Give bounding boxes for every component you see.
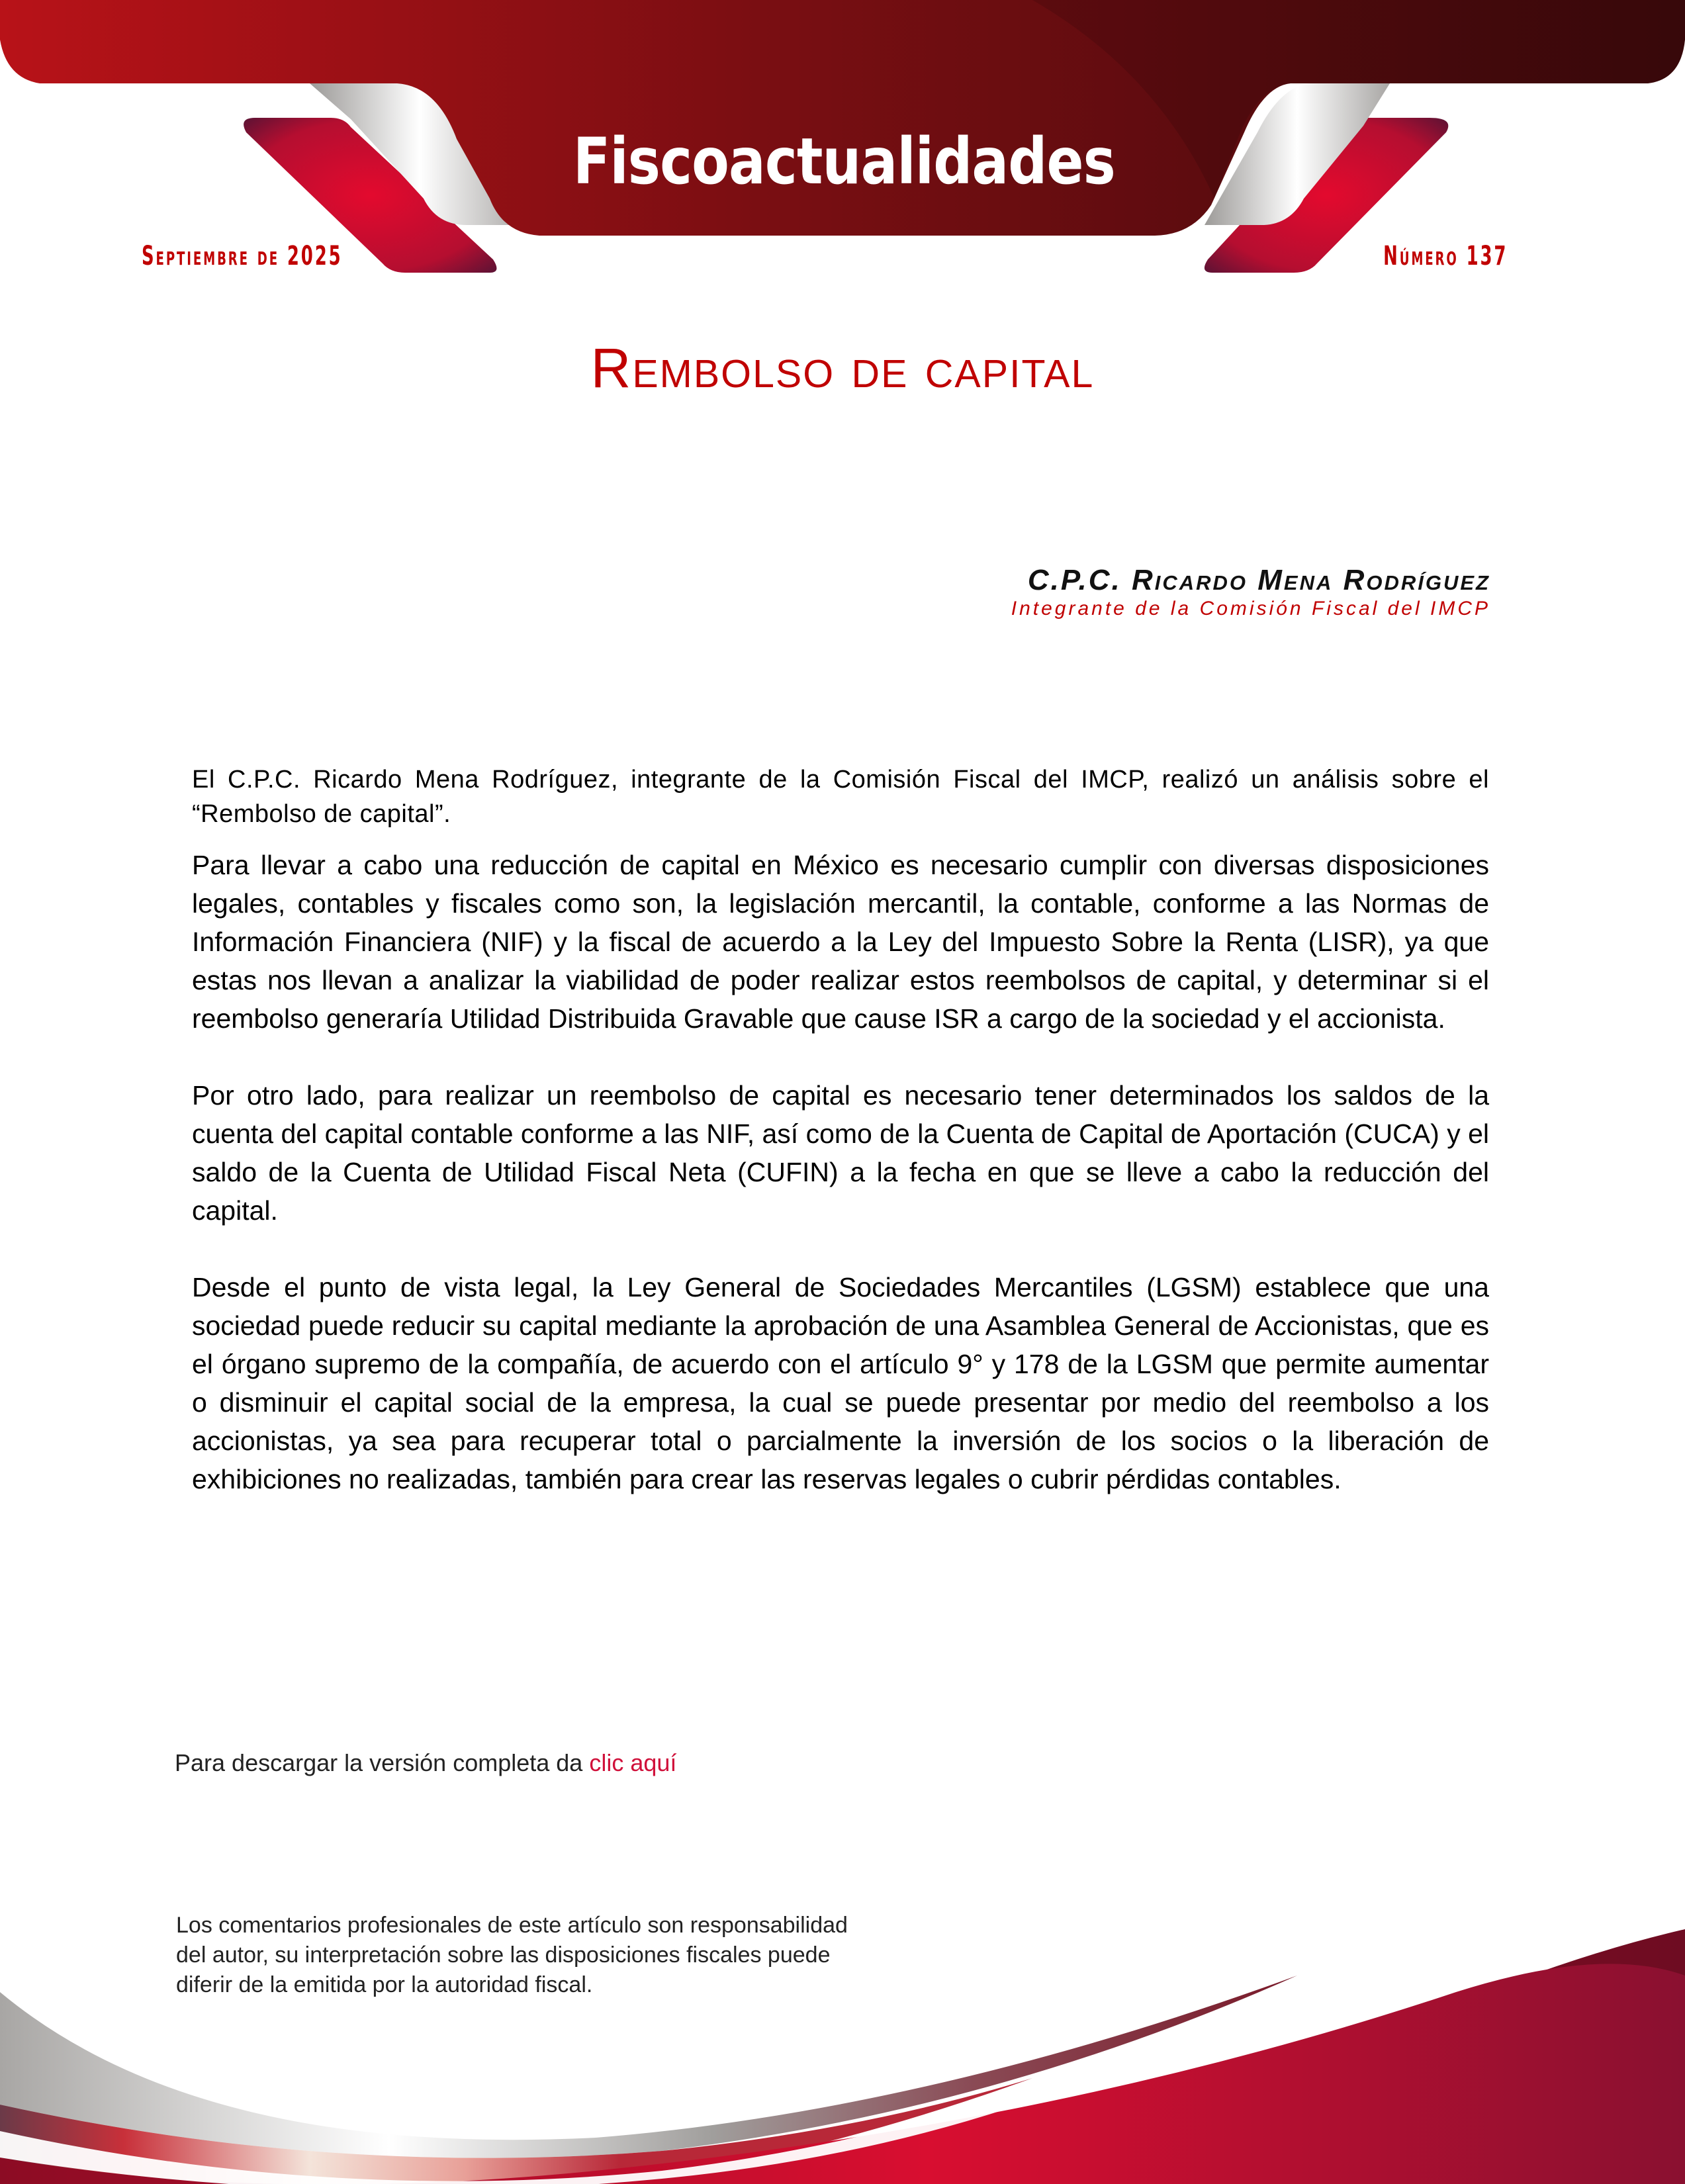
article-body	[192, 762, 1489, 1537]
disclaimer	[176, 1911, 970, 2000]
body-paragraph: Por otro lado, para realizar un reembolso de capital es necesario tener determinados los saldos de la cuenta del capital contable conforme a las NIF, así como de la Cuenta de Capital de Aportación (CUCA) y el saldo de la Cuenta de Utilidad Fiscal Neta (CUFIN) a la fecha en que se lleve a cabo la reducción del capital.	[192, 1080, 1489, 1226]
body-paragraph: Para llevar a cabo una reducción de capital en México es necesario cumplir con diversas disposiciones legales, contables y fiscales como son, la legislación mercantil, la contable, conforme a las Normas de Información Financiera (NIF) y la fiscal de acuerdo a la Ley del Impuesto Sobre la Renta (LISR), ya que estas nos llevan a analizar la viabilidad de poder realizar estos reembolsos de capital, y determinar si el reembolso generaría Utilidad Distribuida Gravable que cause ISR a cargo de la sociedad y el accionista.	[192, 850, 1489, 1034]
issue-number: Número 137	[1383, 241, 1508, 271]
author-role: Integrante de la Comisión Fiscal del IMCP	[1011, 598, 1490, 619]
disclaimer-line: Los comentarios profesionales de este artículo son responsabilidad	[176, 1913, 848, 1938]
disclaimer-line: del autor, su interpretación sobre las disposiciones fiscales puede	[176, 1942, 831, 1968]
author-block	[1011, 564, 1490, 621]
issue-date: Septiembre de 2025	[142, 241, 343, 271]
body-paragraph: Desde el punto de vista legal, la Ley General de Sociedades Mercantiles (LGSM) establece que una sociedad puede reducir su capital mediante la aprobación de una Asamblea General de Accionistas, que es el órgano supremo de la compañía, de acuerdo con el artículo 9° y 178 de la LGSM que permite aumentar o disminuir el capital social de la empresa, la cual se puede presentar por medio del reembolso a los accionistas, ya sea para recuperar total o parcialmente la inversión de los socios o la liberación de exhibiciones no realizadas, también para crear las reservas legales o cubrir pérdidas contables.	[192, 1272, 1489, 1494]
download-prefix: Para descargar la versión completa da	[175, 1749, 590, 1776]
intro-paragraph: El C.P.C. Ricardo Mena Rodríguez, integrante de la Comisión Fiscal del IMCP, realizó un análisis sobre el “Rembolso de capital”.	[192, 766, 1489, 828]
author-name: C.P.C. Ricardo Mena Rodríguez	[1027, 564, 1490, 596]
download-link[interactable]: clic aquí	[589, 1749, 677, 1776]
article-title: Rembolso de capital	[590, 337, 1095, 399]
publication-title: Fiscoactualidades	[572, 124, 1115, 199]
download-notice	[175, 1749, 676, 1777]
disclaimer-line: diferir de la emitida por la autoridad fiscal.	[176, 1972, 593, 1997]
